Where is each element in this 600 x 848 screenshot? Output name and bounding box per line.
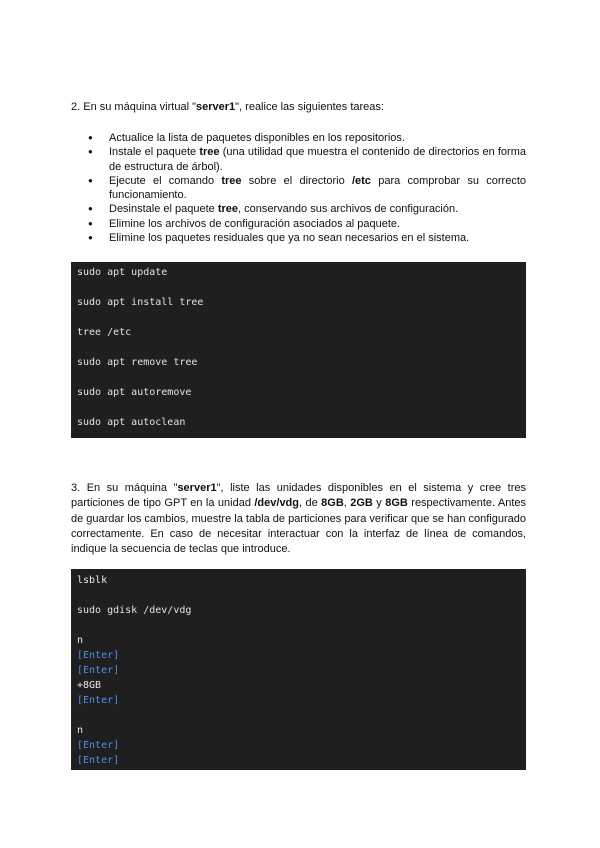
code-line: lsblk: [77, 575, 108, 586]
task-list: [88, 131, 526, 245]
code-line: sudo apt remove tree: [77, 357, 198, 368]
list-item: ● Actualice la lista de paquetes disponibles en los repositorios.: [88, 131, 526, 145]
code-line: sudo apt update: [77, 267, 168, 278]
section2-intro: [71, 100, 526, 115]
key-n: n: [77, 725, 84, 736]
list-item: ● Elimine los archivos de configuración asociados al paquete.: [88, 217, 526, 231]
list-item: ● Ejecute el comando tree sobre el directorio /etc para comprobar su correcto funcionamiento.: [88, 174, 526, 203]
list-item: ● Elimine los paquetes residuales que ya no sean necesarios en el sistema.: [88, 231, 526, 245]
key-enter: [Enter]: [77, 740, 120, 751]
intro-text: 2. En su máquina virtual ": [71, 101, 196, 113]
key-enter: [Enter]: [77, 650, 120, 661]
code-block-gdisk: [71, 569, 526, 770]
code-line: sudo apt autoremove: [77, 387, 192, 398]
code-line: sudo gdisk /dev/vdg: [77, 605, 192, 616]
size-value: +8GB: [77, 680, 102, 691]
key-enter: [Enter]: [77, 695, 120, 706]
key-n: n: [77, 635, 84, 646]
section3-intro: 3. En su máquina "server1", liste las unidades disponibles en el sistema y cree tres particiones de tipo GPT en la unidad /dev/vdg, de 8GB, 2GB y 8GB respectivamente. Antes de guardar los cambios, muestre la tabla de particiones para verificar que se han configurado correctamente. En caso de necesitar interactuar con la interfaz de línea de comandos, indique la secuencia de teclas que introduce.: [71, 482, 527, 556]
code-line: sudo apt autoclean: [77, 417, 186, 428]
key-enter: [Enter]: [77, 755, 120, 766]
server-name: server1: [195, 101, 236, 113]
code-line: tree /etc: [77, 327, 132, 338]
code-block-apt: [71, 262, 526, 438]
key-enter: [Enter]: [77, 665, 120, 676]
list-item: ● Desinstale el paquete tree, conservando sus archivos de configuración.: [88, 202, 526, 216]
list-item: ● Instale el paquete tree (una utilidad que muestra el contenido de directorios en forma de estructura de árbol).: [88, 145, 526, 174]
code-line: sudo apt install tree: [77, 297, 204, 308]
intro-text-end: ", realice las siguientes tareas:: [235, 101, 384, 113]
